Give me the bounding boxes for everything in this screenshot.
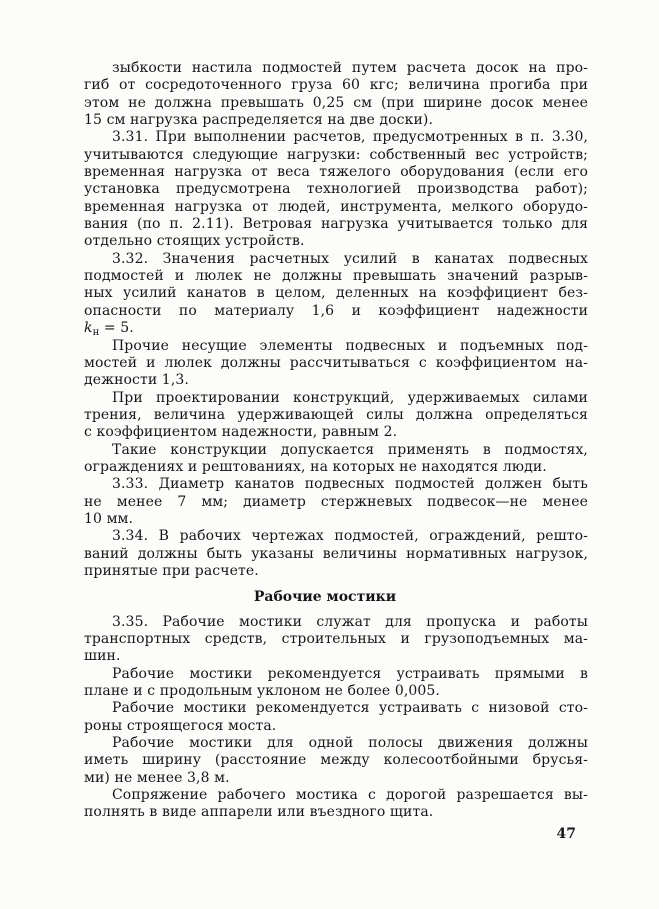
paragraph	[84, 666, 588, 701]
text-line: ми) не менее 3,8 м.	[84, 769, 230, 786]
text-line: Сопряжение рабочего мостика с дорогой разрешается вы-	[112, 787, 588, 804]
paragraph	[84, 390, 588, 442]
page-number: 47	[556, 826, 576, 842]
paragraph	[84, 614, 588, 666]
text-line: 10 мм.	[84, 510, 134, 527]
text-line: транспортных средств, строительных и грузоподъемных ма-	[84, 631, 588, 647]
text-line: ваний должны быть указаны величины нормативных нагрузок,	[84, 545, 588, 562]
text-line: временная нагрузка от веса тяжелого оборудования (если его	[84, 164, 588, 181]
formula-subscript: н	[92, 327, 100, 339]
paragraph	[84, 528, 588, 580]
text-line: Прочие несущие элементы подвесных и подъемных под-	[112, 337, 588, 354]
text-line: отдельно стоящих устройств.	[84, 233, 305, 250]
text-line: 3.32. Значения расчетных усилий в канатах подвесных	[112, 250, 588, 267]
text-line: При проектировании конструкций, удерживаемых силами	[112, 389, 588, 406]
paragraph	[84, 251, 588, 338]
text-line: не менее 7 мм; диаметр стержневых подвесок—не менее	[84, 493, 588, 510]
text-line: иметь ширину (расстояние между колесоотбойными брусья-	[84, 752, 588, 769]
text-line: полнять в виде аппарели или въездного щита.	[84, 804, 434, 821]
text-line: этом не должна превышать 0,25 см (при ширине досок менее	[84, 94, 588, 111]
text-line: временная нагрузка от людей, инструмента, мелкого оборудо-	[84, 198, 588, 215]
text-line: дежности 1,3.	[84, 372, 189, 389]
text-line: плане и с продольным уклоном не более 0,005.	[84, 683, 440, 700]
text-line: учитываются следующие нагрузки: собственный вес устройств;	[84, 146, 588, 163]
paragraph	[84, 442, 588, 477]
text-line: 3.33. Диаметр канатов подвесных подмостей должен быть	[112, 476, 588, 493]
text-line: 3.34. В рабочих чертежах подмостей, ограждений, решто-	[112, 528, 588, 545]
text-line: ных усилий канатов в целом, деленных на коэффициент без-	[84, 285, 588, 302]
text-line: гиб от сосредоточенного груза 60 кгс; величина прогиба при	[84, 77, 588, 94]
text-line: ограждениях и рештованиях, на которых не находятся люди.	[84, 458, 547, 475]
text-line: роны строящегося моста.	[84, 717, 277, 734]
text-line: опасности по материалу 1,6 и коэффициент надежности	[84, 302, 588, 319]
paragraph	[84, 476, 588, 528]
text-line: Такие конструкции допускается применять в подмостях,	[112, 441, 588, 458]
text-line: мостей и люлек должны рассчитываться с коэффициентом на-	[84, 354, 588, 371]
text-line: подмостей и люлек не должны превышать значений разрыв-	[84, 268, 588, 285]
formula-line	[84, 320, 588, 337]
formula-text: = 5.	[99, 320, 134, 337]
text-line: с коэффициентом надежности, равным 2.	[84, 424, 398, 441]
paragraph	[84, 60, 588, 129]
text-line: Рабочие мостики рекомендуется устраивать прямыми в	[112, 665, 588, 682]
paragraph	[84, 338, 588, 390]
text-line: 3.35. Рабочие мостики служат для пропуска и работы	[112, 613, 588, 630]
paragraph	[84, 735, 588, 787]
text-line: 15 см нагрузка распределяется на две доски).	[84, 112, 433, 129]
formula-text: k	[84, 320, 93, 337]
paragraph	[84, 700, 588, 735]
text-line: установка предусмотрена технологией производства работ);	[84, 181, 588, 198]
text-block	[84, 60, 588, 822]
text-line: зыбкости настила подмостей путем расчета досок на про-	[112, 60, 588, 76]
paragraph	[84, 129, 588, 250]
text-line: вания (по п. 2.11). Ветровая нагрузка учитывается только для	[84, 216, 588, 233]
paragraph	[84, 787, 588, 822]
section-heading: Рабочие мостики	[253, 589, 397, 606]
text-line: 3.31. При выполнении расчетов, предусмотренных в п. 3.30,	[112, 129, 588, 146]
text-line: Рабочие мостики рекомендуется устраивать с низовой сто-	[112, 700, 588, 717]
text-line: трения, величина удерживающей силы должна определяться	[84, 406, 588, 423]
text-line: Рабочие мостики для одной полосы движения должны	[112, 735, 588, 752]
text-line: принятые при расчете.	[84, 562, 259, 579]
text-line: шин.	[84, 648, 121, 665]
